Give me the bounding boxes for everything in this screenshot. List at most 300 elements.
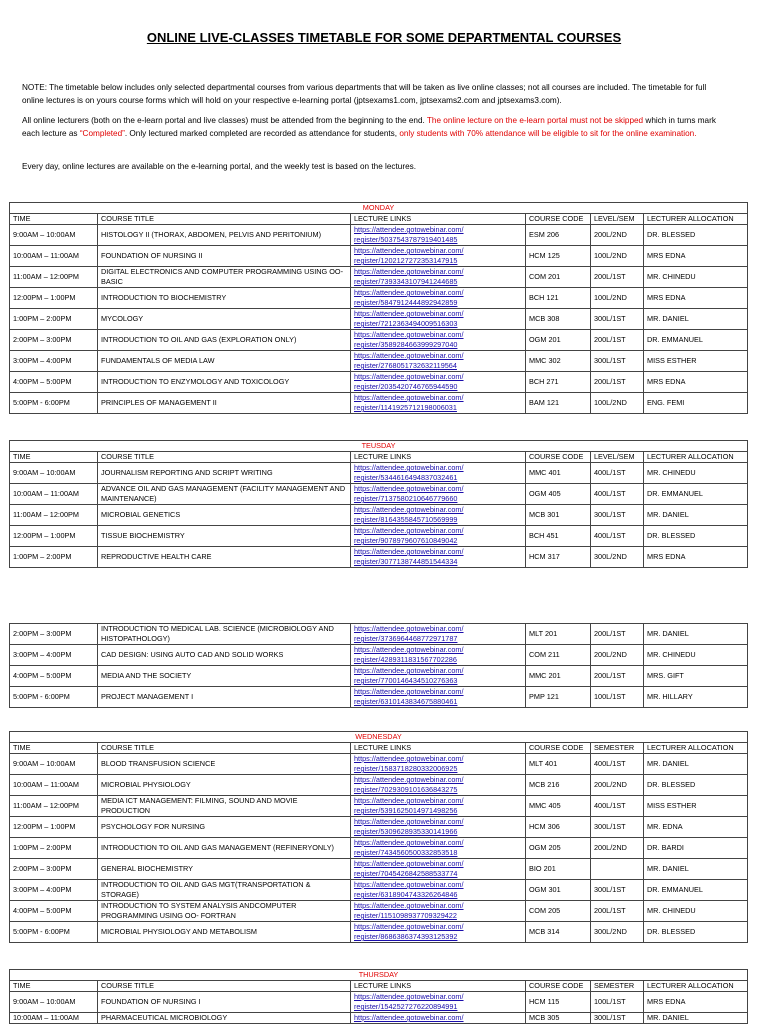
lecture-link-cell[interactable] [351, 1013, 526, 1024]
lecture-link-line2[interactable]: register/2035420746765944590 [354, 382, 458, 391]
course-title-cell: INTRODUCTION TO ENZYMOLOGY AND TOXICOLOGY [98, 372, 351, 393]
lecture-link-line2[interactable]: register/8164355845710569999 [354, 515, 458, 524]
lecturer-cell: MRS EDNA [644, 992, 748, 1013]
time-header: TIME [10, 214, 98, 225]
time-cell: 11:00AM – 12:00PM [10, 796, 98, 817]
lecture-link-line1[interactable]: https://attendee.gotowebinar.com/ [354, 288, 464, 297]
lecturer-cell: MR. DANIEL [644, 505, 748, 526]
lecturer-cell: MR. DANIEL [644, 754, 748, 775]
time-cell: 2:00PM – 3:00PM [10, 624, 98, 645]
lecture-link-cell[interactable] [351, 880, 526, 901]
lecture-link-cell[interactable] [351, 505, 526, 526]
course-code-cell: BCH 271 [526, 372, 591, 393]
tuesday-block [9, 440, 747, 568]
lecturer-header: LECTURER ALLOCATION [644, 214, 748, 225]
lecture-link-line1[interactable]: https://attendee.gotowebinar.com/ [354, 463, 464, 472]
level-cell [591, 859, 644, 880]
level-cell: 200L/2ND [591, 838, 644, 859]
course-title-cell: INTRODUCTION TO OIL AND GAS (EXPLORATION ONLY) [98, 330, 351, 351]
monday-block [9, 202, 747, 414]
course-title-cell: TISSUE BIOCHEMISTRY [98, 526, 351, 547]
course-title-cell: MICROBIAL PHYSIOLOGY [98, 775, 351, 796]
time-cell: 5:00PM - 6:00PM [10, 687, 98, 708]
day-label: WEDNESDAY [10, 732, 748, 743]
course-code-cell: BCH 121 [526, 288, 591, 309]
level-cell: 400L/1ST [591, 754, 644, 775]
level-cell: 200L/1ST [591, 666, 644, 687]
attendance-warning: The online lecture on the e-learn portal must not be skipped [426, 116, 644, 125]
lecture-link-line1[interactable]: https://attendee.gotowebinar.com/ [354, 922, 464, 931]
lecture-link-line1[interactable]: https://attendee.gotowebinar.com/ [354, 547, 464, 556]
day-row [10, 203, 748, 214]
time-cell: 3:00PM – 4:00PM [10, 645, 98, 666]
lecture-link-line2[interactable]: register/7045426842588533774 [354, 869, 458, 878]
course-code-cell: COM 205 [526, 901, 591, 922]
level-header: LEVEL/SEM [591, 452, 644, 463]
day-label: TEUSDAY [10, 441, 748, 452]
lecture-link-line2[interactable]: register/3736964468772971787 [354, 634, 458, 643]
lecture-link-line2[interactable]: register/1542527276220894991 [354, 1002, 458, 1011]
time-cell: 5:00PM - 6:00PM [10, 922, 98, 943]
table-row [10, 880, 748, 901]
table-row [10, 246, 748, 267]
lecture-link-cell[interactable] [351, 526, 526, 547]
lecturer-cell: MRS. GIFT [644, 666, 748, 687]
lecture-link-line2[interactable]: register/4289311831567702286 [354, 655, 457, 664]
lecture-links-header: LECTURE LINKS [351, 452, 526, 463]
time-cell: 1:00PM – 2:00PM [10, 838, 98, 859]
lecture-link-line1[interactable]: https://attendee.gotowebinar.com/ [354, 901, 464, 910]
course-title-cell: PRINCIPLES OF MANAGEMENT II [98, 393, 351, 414]
course-title-cell: MEDIA ICT MANAGEMENT: FILMING, SOUND AND MOVIE PRODUCTION [98, 796, 351, 817]
table-row [10, 309, 748, 330]
time-cell: 10:00AM – 11:00AM [10, 484, 98, 505]
lecturer-cell: MR. HILLARY [644, 687, 748, 708]
lecture-link-line2[interactable]: register/6318904743326264846 [354, 890, 458, 899]
header-row [10, 452, 748, 463]
lecture-link-line1[interactable]: https://attendee.gotowebinar.com/ [354, 1013, 464, 1022]
course-code-cell: COM 201 [526, 267, 591, 288]
header-row [10, 214, 748, 225]
level-cell: 100L/2ND [591, 246, 644, 267]
lecture-link-cell[interactable] [351, 372, 526, 393]
lecture-link-line2[interactable]: register/1202127272353147915 [354, 256, 458, 265]
course-code-cell: OGM 205 [526, 838, 591, 859]
lecture-link-line1[interactable]: https://attendee.gotowebinar.com/ [354, 484, 464, 493]
time-cell: 9:00AM – 10:00AM [10, 225, 98, 246]
time-cell: 10:00AM – 11:00AM [10, 246, 98, 267]
completed-label: “Completed” [79, 128, 125, 138]
lecturer-cell: MRS EDNA [644, 547, 748, 568]
tuesday-table [9, 440, 748, 568]
lecture-link-line1[interactable]: https://attendee.gotowebinar.com/ [354, 246, 464, 255]
lecture-link-line1[interactable]: https://attendee.gotowebinar.com/ [354, 505, 464, 514]
course-code-header: COURSE CODE [526, 981, 591, 992]
course-code-cell: COM 211 [526, 645, 591, 666]
time-cell: 11:00AM – 12:00PM [10, 267, 98, 288]
lecture-link-line1[interactable]: https://attendee.gotowebinar.com/ [354, 372, 464, 381]
level-cell: 400L/1ST [591, 484, 644, 505]
level-cell: 200L/1ST [591, 330, 644, 351]
table-row [10, 393, 748, 414]
lecture-link-line1[interactable]: https://attendee.gotowebinar.com/ [354, 838, 464, 847]
lecturer-cell: DR. BLESSED [644, 775, 748, 796]
table-row [10, 817, 748, 838]
course-code-cell: MMC 405 [526, 796, 591, 817]
table-row [10, 666, 748, 687]
attendance-text-e: . Only lectured marked completed are recorded as attendance for students, [124, 128, 400, 138]
lecture-link-line2[interactable]: register/7393343107941244685 [354, 277, 458, 286]
lecture-link-cell[interactable] [351, 330, 526, 351]
lecture-link-cell[interactable] [351, 796, 526, 817]
lecture-link-cell[interactable] [351, 687, 526, 708]
level-cell: 200L/1ST [591, 624, 644, 645]
course-code-cell: OGM 405 [526, 484, 591, 505]
course-title-cell: MYCOLOGY [98, 309, 351, 330]
day-row [10, 970, 748, 981]
table-row [10, 624, 748, 645]
lecture-link-line2[interactable]: register/5037543787919401485 [354, 235, 458, 244]
course-title-cell: INTRODUCTION TO SYSTEM ANALYSIS ANDCOMPUTER PROGRAMMING USING OO- FORTRAN [98, 901, 351, 922]
lecture-link-cell[interactable] [351, 463, 526, 484]
level-cell: 100L/2ND [591, 393, 644, 414]
lecture-link-line2[interactable]: register/7029309101636843275 [354, 785, 458, 794]
table-row [10, 330, 748, 351]
course-title-cell: PSYCHOLOGY FOR NURSING [98, 817, 351, 838]
course-title-cell: HISTOLOGY II (THORAX, ABDOMEN, PELVIS AND PERITONIUM) [98, 225, 351, 246]
course-code-cell: BCH 451 [526, 526, 591, 547]
table-row [10, 526, 748, 547]
time-cell: 5:00PM - 6:00PM [10, 393, 98, 414]
lecture-link-line2[interactable]: register/1141925712198006031 [354, 403, 457, 412]
lecture-link-line1[interactable]: https://attendee.gotowebinar.com/ [354, 225, 464, 234]
lecture-link-line1[interactable]: https://attendee.gotowebinar.com/ [354, 754, 464, 763]
lecture-link-line2[interactable]: register/3589284663999297040 [354, 340, 458, 349]
lecture-link-cell[interactable] [351, 775, 526, 796]
course-title-header: COURSE TITLE [98, 214, 351, 225]
lecturer-cell: DR. BLESSED [644, 922, 748, 943]
level-cell: 100L/2ND [591, 288, 644, 309]
course-title-cell: GENERAL BIOCHEMISTRY [98, 859, 351, 880]
level-cell: 300L/2ND [591, 922, 644, 943]
course-title-cell: PROJECT MANAGEMENT I [98, 687, 351, 708]
lecturer-cell: ENG. FEMI [644, 393, 748, 414]
time-cell: 9:00AM – 10:00AM [10, 992, 98, 1013]
lecture-link-line2[interactable]: register/2768051732632119564 [354, 361, 457, 370]
header-row [10, 743, 748, 754]
lecturer-header: LECTURER ALLOCATION [644, 981, 748, 992]
lecturer-cell: DR. EMMANUEL [644, 330, 748, 351]
course-title-cell: INTRODUCTION TO MEDICAL LAB. SCIENCE (MICROBIOLOGY AND HISTOPATHOLOGY) [98, 624, 351, 645]
lecture-link-line2[interactable]: register/3077138744851544334 [354, 557, 458, 566]
course-title-cell: MEDIA AND THE SOCIETY [98, 666, 351, 687]
page-title: ONLINE LIVE-CLASSES TIMETABLE FOR SOME DEPARTMENTAL COURSES [146, 30, 622, 45]
lecturer-header: LECTURER ALLOCATION [644, 452, 748, 463]
course-title-cell: INTRODUCTION TO OIL AND GAS MANAGEMENT (REFINERYONLY) [98, 838, 351, 859]
lecture-link-cell[interactable] [351, 992, 526, 1013]
course-code-cell: MCB 301 [526, 505, 591, 526]
lecture-link-cell[interactable] [351, 484, 526, 505]
course-code-cell: HCM 306 [526, 817, 591, 838]
tuesday-continued-block [9, 623, 747, 708]
lecture-link-cell[interactable] [351, 666, 526, 687]
lecture-link-cell[interactable] [351, 645, 526, 666]
lecture-link-cell[interactable] [351, 754, 526, 775]
lecture-link-line2[interactable]: register/5344616494837032461 [354, 473, 458, 482]
lecture-link-line1[interactable]: https://attendee.gotowebinar.com/ [354, 309, 464, 318]
lecturer-cell: MISS ESTHER [644, 351, 748, 372]
lecture-link-cell[interactable] [351, 624, 526, 645]
level-cell: 300L/1ST [591, 351, 644, 372]
course-title-cell: DIGITAL ELECTRONICS AND COMPUTER PROGRAMMING USING OO-BASIC [98, 267, 351, 288]
monday-table [9, 202, 748, 414]
attendance-text-c: which in turns mark each lecture as [22, 116, 716, 138]
course-title-cell: MICROBIAL GENETICS [98, 505, 351, 526]
lecture-link-line1[interactable]: https://attendee.gotowebinar.com/ [354, 796, 464, 805]
thursday-block [9, 969, 747, 1024]
course-title-cell: INTRODUCTION TO BIOCHEMISTRY [98, 288, 351, 309]
course-title-cell: ADVANCE OIL AND GAS MANAGEMENT (FACILITY MANAGEMENT AND MAINTENANCE) [98, 484, 351, 505]
lecture-link-line1[interactable]: https://attendee.gotowebinar.com/ [354, 330, 464, 339]
table-row [10, 645, 748, 666]
course-title-cell: INTRODUCTION TO OIL AND GAS MGT(TRANSPORTATION & STORAGE) [98, 880, 351, 901]
lecturer-cell: MR. DANIEL [644, 624, 748, 645]
lecturer-cell: MR. DANIEL [644, 1013, 748, 1024]
course-code-cell: PMP 121 [526, 687, 591, 708]
level-cell: 300L/1ST [591, 309, 644, 330]
lecture-link-cell[interactable] [351, 817, 526, 838]
time-cell: 12:00PM – 1:00PM [10, 817, 98, 838]
time-cell: 1:00PM – 2:00PM [10, 547, 98, 568]
lecture-links-header: LECTURE LINKS [351, 981, 526, 992]
table-row [10, 775, 748, 796]
note-paragraph: NOTE: The timetable below includes only selected departmental courses from various departments that will be taken as live online classes; not all courses are included. The timetable for full online lectures is on yours course forms which will hold on your respective e-learning portal (jptsexams1.com, jptsexams2.com and jptsexams3.com). [22, 83, 707, 105]
lecture-link-cell[interactable] [351, 859, 526, 880]
table-row [10, 838, 748, 859]
course-title-cell: FOUNDATION OF NURSING I [98, 992, 351, 1013]
course-title-header: COURSE TITLE [98, 743, 351, 754]
lecture-link-cell[interactable] [351, 901, 526, 922]
course-code-header: COURSE CODE [526, 214, 591, 225]
course-title-cell: CAD DESIGN: USING AUTO CAD AND SOLID WORKS [98, 645, 351, 666]
course-title-header: COURSE TITLE [98, 452, 351, 463]
table-row [10, 484, 748, 505]
lecture-link-line2[interactable]: register/9078979607610849042 [354, 536, 458, 545]
level-cell: 200L/2ND [591, 775, 644, 796]
time-header: TIME [10, 981, 98, 992]
course-title-cell: FOUNDATION OF NURSING II [98, 246, 351, 267]
level-cell: 200L/1ST [591, 267, 644, 288]
lecturer-cell: MR. CHINEDU [644, 645, 748, 666]
lecturer-header: LECTURER ALLOCATION [644, 743, 748, 754]
lecture-link-line1[interactable]: https://attendee.gotowebinar.com/ [354, 645, 464, 654]
level-cell: 300L/2ND [591, 547, 644, 568]
course-code-cell: MLT 401 [526, 754, 591, 775]
lecture-link-line1[interactable]: https://attendee.gotowebinar.com/ [354, 992, 464, 1001]
course-code-cell: MMC 201 [526, 666, 591, 687]
lecture-link-cell[interactable] [351, 309, 526, 330]
level-cell: 200L/2ND [591, 645, 644, 666]
lecture-link-line1[interactable]: https://attendee.gotowebinar.com/ [354, 687, 464, 696]
lecture-link-line1[interactable]: https://attendee.gotowebinar.com/ [354, 624, 464, 633]
level-cell: 400L/1ST [591, 526, 644, 547]
lecture-link-line1[interactable]: https://attendee.gotowebinar.com/ [354, 880, 464, 889]
lecture-link-line2[interactable]: register/7700146434510276363 [354, 676, 458, 685]
eligibility-warning: only students with 70% attendance will be eligible to sit for the online examination. [399, 128, 697, 138]
course-title-header: COURSE TITLE [98, 981, 351, 992]
course-code-header: COURSE CODE [526, 743, 591, 754]
level-cell: 100L/1ST [591, 687, 644, 708]
lecturer-cell: MR. DANIEL [644, 859, 748, 880]
course-code-cell: HCM 125 [526, 246, 591, 267]
lecturer-cell: DR. BARDI [644, 838, 748, 859]
time-cell: 12:00PM – 1:00PM [10, 526, 98, 547]
lecturer-cell: MR. CHINEDU [644, 901, 748, 922]
time-cell: 10:00AM – 11:00AM [10, 1013, 98, 1024]
info-paragraph: Every day, online lectures are available on the e-learning portal, and the weekly test is based on the lectures. [22, 162, 416, 171]
lecture-link-line1[interactable]: https://attendee.gotowebinar.com/ [354, 351, 464, 360]
course-title-cell: FUNDAMENTALS OF MEDIA LAW [98, 351, 351, 372]
lecture-link-line2[interactable]: register/8686386374393125392 [354, 932, 458, 941]
lecture-link-cell[interactable] [351, 288, 526, 309]
lecture-link-cell[interactable] [351, 246, 526, 267]
header-row [10, 981, 748, 992]
table-row [10, 267, 748, 288]
course-code-cell: MCB 216 [526, 775, 591, 796]
course-code-cell: OGM 201 [526, 330, 591, 351]
lecture-link-line1[interactable]: https://attendee.gotowebinar.com/ [354, 666, 464, 675]
level-header: LEVEL/SEM [591, 214, 644, 225]
table-row [10, 463, 748, 484]
lecture-link-line2[interactable]: register/5309628935330141966 [354, 827, 458, 836]
time-header: TIME [10, 452, 98, 463]
time-cell: 9:00AM – 10:00AM [10, 754, 98, 775]
lecture-link-cell[interactable] [351, 225, 526, 246]
level-cell: 400L/1ST [591, 796, 644, 817]
time-cell: 2:00PM – 3:00PM [10, 859, 98, 880]
time-cell: 2:00PM – 3:00PM [10, 330, 98, 351]
time-cell: 9:00AM – 10:00AM [10, 463, 98, 484]
table-row [10, 992, 748, 1013]
table-row [10, 505, 748, 526]
course-code-cell: BIO 201 [526, 859, 591, 880]
table-row [10, 1013, 748, 1024]
course-code-cell: MLT 201 [526, 624, 591, 645]
lecture-link-line2[interactable]: register/7137580210646779660 [354, 494, 458, 503]
level-header: SEMESTER [591, 981, 644, 992]
day-row [10, 441, 748, 452]
wednesday-block [9, 731, 747, 943]
tuesday-continued-table [9, 623, 748, 708]
lecture-link-cell[interactable] [351, 267, 526, 288]
lecturer-cell: MISS ESTHER [644, 796, 748, 817]
level-cell: 300L/1ST [591, 505, 644, 526]
lecture-link-line1[interactable]: https://attendee.gotowebinar.com/ [354, 859, 464, 868]
attendance-text-a: All online lecturers (both on the e-learn portal and live classes) must be attended from the beginning to the end. [22, 116, 427, 125]
lecture-links-header: LECTURE LINKS [351, 214, 526, 225]
day-row [10, 732, 748, 743]
lecturer-cell: MRS EDNA [644, 246, 748, 267]
table-row [10, 351, 748, 372]
level-cell: 400L/1ST [591, 463, 644, 484]
time-cell: 4:00PM – 5:00PM [10, 901, 98, 922]
table-row [10, 901, 748, 922]
course-title-cell: REPRODUCTIVE HEALTH CARE [98, 547, 351, 568]
course-code-cell: ESM 206 [526, 225, 591, 246]
lecture-link-line2[interactable]: register/1583718280332006925 [354, 764, 458, 773]
table-row [10, 288, 748, 309]
lecture-link-line2[interactable]: register/1151098937709329422 [354, 911, 457, 920]
course-title-cell: JOURNALISM REPORTING AND SCRIPT WRITING [98, 463, 351, 484]
table-row [10, 922, 748, 943]
level-cell: 200L/1ST [591, 372, 644, 393]
time-cell: 11:00AM – 12:00PM [10, 505, 98, 526]
course-code-cell: MMC 401 [526, 463, 591, 484]
table-row [10, 547, 748, 568]
lecture-link-line2[interactable]: register/7434560500332853518 [354, 848, 458, 857]
lecture-link-cell[interactable] [351, 547, 526, 568]
course-code-cell: MMC 302 [526, 351, 591, 372]
level-header: SEMESTER [591, 743, 644, 754]
lecturer-cell: MR. DANIEL [644, 309, 748, 330]
time-cell: 3:00PM – 4:00PM [10, 351, 98, 372]
course-code-cell: BAM 121 [526, 393, 591, 414]
table-row [10, 225, 748, 246]
lecture-link-cell[interactable] [351, 838, 526, 859]
table-row [10, 687, 748, 708]
table-row [10, 372, 748, 393]
course-code-cell: MCB 314 [526, 922, 591, 943]
thursday-table [9, 969, 748, 1024]
lecture-link-line2[interactable]: register/6310143834675880461 [354, 697, 458, 706]
time-cell: 3:00PM – 4:00PM [10, 880, 98, 901]
level-cell: 300L/1ST [591, 817, 644, 838]
time-cell: 4:00PM – 5:00PM [10, 666, 98, 687]
level-cell: 300L/1ST [591, 1013, 644, 1024]
course-code-cell: HCM 317 [526, 547, 591, 568]
lecture-link-line1[interactable]: https://attendee.gotowebinar.com/ [354, 775, 464, 784]
table-row [10, 859, 748, 880]
lecturer-cell: DR. EMMANUEL [644, 880, 748, 901]
course-code-cell: HCM 115 [526, 992, 591, 1013]
attendance-paragraph [22, 115, 727, 140]
lecture-link-line1[interactable]: https://attendee.gotowebinar.com/ [354, 393, 464, 402]
table-row [10, 754, 748, 775]
level-cell: 200L/1ST [591, 901, 644, 922]
lecture-links-header: LECTURE LINKS [351, 743, 526, 754]
lecturer-cell: MR. CHINEDU [644, 463, 748, 484]
lecture-link-line1[interactable]: https://attendee.gotowebinar.com/ [354, 817, 464, 826]
lecture-link-cell[interactable] [351, 393, 526, 414]
course-title-cell: BLOOD TRANSFUSION SCIENCE [98, 754, 351, 775]
time-cell: 12:00PM – 1:00PM [10, 288, 98, 309]
time-cell: 4:00PM – 5:00PM [10, 372, 98, 393]
lecture-link-line2[interactable]: register/5847912444892942859 [354, 298, 458, 307]
course-title-cell: MICROBIAL PHYSIOLOGY AND METABOLISM [98, 922, 351, 943]
lecture-link-cell[interactable] [351, 922, 526, 943]
day-label: MONDAY [10, 203, 748, 214]
lecture-link-cell[interactable] [351, 351, 526, 372]
course-code-cell: MCB 305 [526, 1013, 591, 1024]
level-cell: 200L/2ND [591, 225, 644, 246]
table-row [10, 796, 748, 817]
lecture-link-line2[interactable]: register/7212363494009516303 [354, 319, 458, 328]
lecture-link-line1[interactable]: https://attendee.gotowebinar.com/ [354, 267, 464, 276]
wednesday-table [9, 731, 748, 943]
lecturer-cell: MRS EDNA [644, 288, 748, 309]
lecture-link-line1[interactable]: https://attendee.gotowebinar.com/ [354, 526, 464, 535]
lecture-link-line2[interactable]: register/5391625014971498256 [354, 806, 458, 815]
